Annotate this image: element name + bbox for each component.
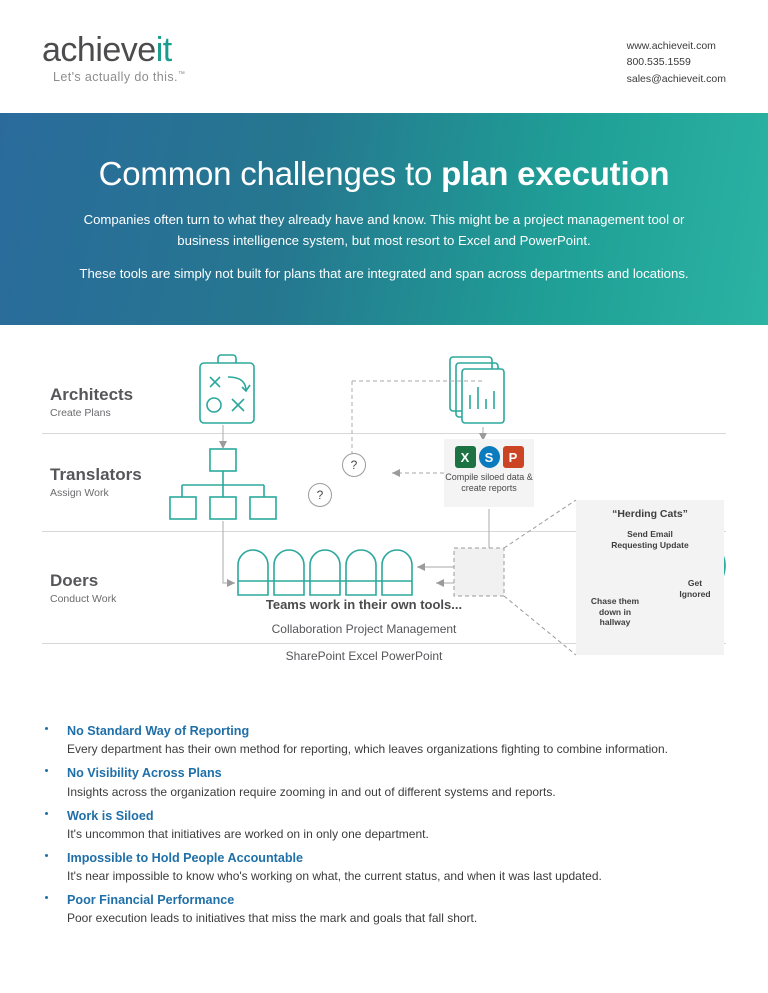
trademark-mark: ™ [177,70,186,78]
hidden-work-box [454,548,504,596]
logo [42,33,185,84]
logo-wordmark [42,33,185,67]
herding-step-send-email: Send Email Requesting Update [611,529,689,550]
team-people-icon [238,550,412,595]
challenge-body: It's near impossible to know who's working on what, the current status, and when it was last updated. [67,869,602,884]
teams-tools-caption [204,597,524,667]
contact-website[interactable]: www.achieveit.com [626,40,716,52]
herding-cats-title: “Herding Cats” [612,508,688,520]
logo-word-achieve: achieve [42,31,156,69]
swimlane-label-translators: Translators Assign Work [50,465,142,499]
bullet-dot-icon [45,896,48,899]
reports-icon [450,357,504,423]
swimlane-label-doers: Doers Conduct Work [50,571,117,605]
teams-tools-row1: Collaboration Project Management [271,622,457,636]
challenge-heading: No Visibility Across Plans [67,766,222,781]
clipboard-icon [200,355,254,423]
teams-heading: Teams work in their own tools... [265,597,463,612]
list-item [42,849,732,885]
org-chart-icon [170,449,276,519]
banner-subtext-line1: Companies often turn to what they already have and know. This might be a project management tool or [83,212,685,227]
challenge-body: It's uncommon that initiatives are worked on in only one department. [67,826,429,841]
challenge-heading: Impossible to Hold People Accountable [67,850,304,865]
sharepoint-icon: S [479,446,500,468]
list-item [42,807,732,843]
challenge-body: Every department has their own method for reporting, which leaves organizations fighting to combine information. [67,742,668,757]
question-mark-icon-1: ? [342,453,366,477]
powerpoint-icon: P [503,446,524,468]
contact-block [627,38,726,87]
challenge-body: Poor execution leads to initiatives that miss the mark and goals that fall short. [67,911,478,926]
process-diagram [42,343,726,697]
swimlane-label-architects: Architects Create Plans [50,385,134,419]
list-item [42,722,732,758]
bullet-dot-icon [45,854,48,857]
logo-word-it: it [155,31,172,69]
challenge-heading: No Standard Way of Reporting [67,724,250,738]
challenge-heading: Poor Financial Performance [67,893,235,908]
banner-subtext-line3: These tools are simply not built for plans that are integrated and span across departments and locations. [79,265,689,281]
logo-tagline: Let's actually do this.™ [53,70,186,84]
challenges-list [42,722,732,933]
office-tool-icons [455,446,524,468]
challenge-heading: Work is Siloed [67,808,154,823]
question-mark-icon-2: ? [308,483,332,507]
bullet-dot-icon [45,769,48,772]
hero-banner [0,113,768,325]
page-title: Common challenges to plan execution [98,155,670,192]
banner-subtext-line2: business intelligence system, but most resort to Excel and PowerPoint. [177,232,591,248]
herding-cats-callout [576,500,724,655]
bullet-dot-icon [45,727,48,730]
herding-step-chase-down: Chase them down in hallway [590,596,640,628]
contact-email[interactable]: sales@achieveit.com [626,72,726,85]
compile-reports-caption: Compile siloed data & create reports [445,472,533,494]
teams-tools-row2: SharePoint Excel PowerPoint [285,649,443,664]
page-header [0,0,768,113]
herding-step-get-ignored: Get Ignored [679,578,711,599]
challenge-body: Insights across the organization require zooming in and out of different systems and reports. [67,784,556,799]
bullet-dot-icon [45,812,48,815]
banner-subtext [46,210,722,285]
list-item [42,891,732,927]
list-item [42,764,732,800]
contact-phone[interactable]: 800.535.1559 [626,56,691,69]
compile-reports-box [444,439,534,507]
excel-icon: X [455,446,476,468]
